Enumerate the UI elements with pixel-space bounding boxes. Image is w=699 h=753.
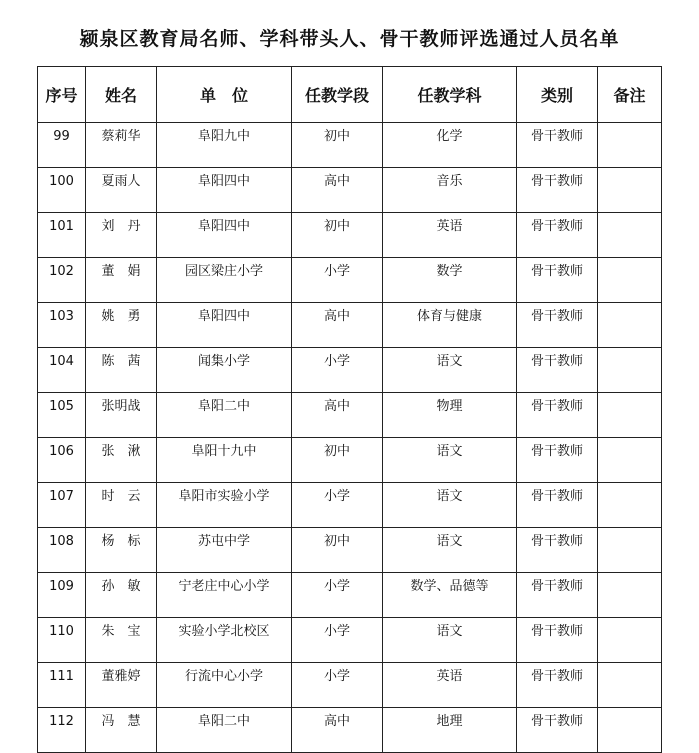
cell-remarks <box>598 213 662 258</box>
cell-name: 杨 标 <box>86 528 157 573</box>
cell-seq: 112 <box>38 708 86 753</box>
cell-seq: 111 <box>38 663 86 708</box>
cell-category: 骨干教师 <box>517 258 598 303</box>
cell-stage: 初中 <box>292 213 383 258</box>
table-row <box>38 708 662 753</box>
cell-seq: 104 <box>38 348 86 393</box>
cell-category: 骨干教师 <box>517 528 598 573</box>
cell-subject: 语文 <box>383 483 517 528</box>
cell-category: 骨干教师 <box>517 573 598 618</box>
cell-stage: 初中 <box>292 438 383 483</box>
header-name: 姓名 <box>86 67 157 123</box>
cell-seq: 102 <box>38 258 86 303</box>
table-header <box>38 67 662 123</box>
table-row <box>38 258 662 303</box>
cell-category: 骨干教师 <box>517 618 598 663</box>
cell-remarks <box>598 258 662 303</box>
cell-subject: 体育与健康 <box>383 303 517 348</box>
cell-unit: 苏屯中学 <box>157 528 292 573</box>
cell-remarks <box>598 348 662 393</box>
cell-stage: 小学 <box>292 483 383 528</box>
cell-stage: 小学 <box>292 258 383 303</box>
cell-name: 夏雨人 <box>86 168 157 213</box>
cell-subject: 数学、品德等 <box>383 573 517 618</box>
cell-subject: 英语 <box>383 213 517 258</box>
cell-name: 冯 慧 <box>86 708 157 753</box>
cell-subject: 语文 <box>383 528 517 573</box>
cell-name: 朱 宝 <box>86 618 157 663</box>
table-row <box>38 483 662 528</box>
cell-subject: 化学 <box>383 123 517 168</box>
cell-seq: 101 <box>38 213 86 258</box>
cell-stage: 高中 <box>292 708 383 753</box>
table-row <box>38 123 662 168</box>
cell-subject: 数学 <box>383 258 517 303</box>
cell-stage: 高中 <box>292 303 383 348</box>
cell-name: 刘 丹 <box>86 213 157 258</box>
header-seq: 序号 <box>38 67 86 123</box>
cell-unit: 行流中心小学 <box>157 663 292 708</box>
cell-unit: 阜阳二中 <box>157 708 292 753</box>
cell-remarks <box>598 483 662 528</box>
cell-subject: 物理 <box>383 393 517 438</box>
cell-name: 张 湫 <box>86 438 157 483</box>
cell-category: 骨干教师 <box>517 213 598 258</box>
cell-category: 骨干教师 <box>517 663 598 708</box>
cell-unit: 阜阳四中 <box>157 303 292 348</box>
cell-name: 蔡莉华 <box>86 123 157 168</box>
roster-table <box>37 66 662 753</box>
cell-seq: 107 <box>38 483 86 528</box>
table-row <box>38 438 662 483</box>
cell-unit: 阜阳二中 <box>157 393 292 438</box>
cell-unit: 阜阳四中 <box>157 213 292 258</box>
cell-name: 董 娟 <box>86 258 157 303</box>
cell-name: 董雅婷 <box>86 663 157 708</box>
cell-unit: 宁老庄中心小学 <box>157 573 292 618</box>
table-row <box>38 528 662 573</box>
cell-stage: 小学 <box>292 573 383 618</box>
cell-seq: 99 <box>38 123 86 168</box>
cell-unit: 阜阳九中 <box>157 123 292 168</box>
cell-stage: 初中 <box>292 123 383 168</box>
cell-subject: 语文 <box>383 348 517 393</box>
cell-seq: 105 <box>38 393 86 438</box>
cell-category: 骨干教师 <box>517 123 598 168</box>
cell-seq: 103 <box>38 303 86 348</box>
cell-remarks <box>598 393 662 438</box>
table-row <box>38 618 662 663</box>
table-row <box>38 573 662 618</box>
cell-name: 张明战 <box>86 393 157 438</box>
header-remarks: 备注 <box>598 67 662 123</box>
table-body <box>38 123 662 753</box>
table-row <box>38 168 662 213</box>
cell-name: 孙 敏 <box>86 573 157 618</box>
cell-unit: 实验小学北校区 <box>157 618 292 663</box>
cell-stage: 小学 <box>292 618 383 663</box>
cell-seq: 100 <box>38 168 86 213</box>
cell-seq: 110 <box>38 618 86 663</box>
table-row <box>38 393 662 438</box>
document-title: 颍泉区教育局名师、学科带头人、骨干教师评选通过人员名单 <box>79 28 620 50</box>
cell-seq: 106 <box>38 438 86 483</box>
header-category: 类别 <box>517 67 598 123</box>
cell-remarks <box>598 528 662 573</box>
cell-name: 陈 茜 <box>86 348 157 393</box>
cell-remarks <box>598 708 662 753</box>
cell-seq: 108 <box>38 528 86 573</box>
cell-stage: 初中 <box>292 528 383 573</box>
cell-remarks <box>598 573 662 618</box>
cell-category: 骨干教师 <box>517 438 598 483</box>
table-row <box>38 303 662 348</box>
cell-stage: 高中 <box>292 168 383 213</box>
cell-remarks <box>598 618 662 663</box>
cell-remarks <box>598 168 662 213</box>
header-row <box>38 67 662 123</box>
header-subject: 任教学科 <box>383 67 517 123</box>
cell-category: 骨干教师 <box>517 393 598 438</box>
cell-stage: 高中 <box>292 393 383 438</box>
cell-subject: 语文 <box>383 618 517 663</box>
cell-category: 骨干教师 <box>517 303 598 348</box>
cell-category: 骨干教师 <box>517 483 598 528</box>
header-stage: 任教学段 <box>292 67 383 123</box>
cell-category: 骨干教师 <box>517 348 598 393</box>
cell-name: 时 云 <box>86 483 157 528</box>
cell-subject: 语文 <box>383 438 517 483</box>
cell-subject: 英语 <box>383 663 517 708</box>
cell-subject: 音乐 <box>383 168 517 213</box>
cell-remarks <box>598 303 662 348</box>
cell-seq: 109 <box>38 573 86 618</box>
cell-unit: 阜阳市实验小学 <box>157 483 292 528</box>
cell-stage: 小学 <box>292 663 383 708</box>
cell-name: 姚 勇 <box>86 303 157 348</box>
cell-subject: 地理 <box>383 708 517 753</box>
cell-remarks <box>598 123 662 168</box>
cell-remarks <box>598 438 662 483</box>
cell-category: 骨干教师 <box>517 168 598 213</box>
cell-unit: 阜阳四中 <box>157 168 292 213</box>
cell-stage: 小学 <box>292 348 383 393</box>
table-row <box>38 663 662 708</box>
cell-category: 骨干教师 <box>517 708 598 753</box>
table-row <box>38 213 662 258</box>
cell-unit: 闻集小学 <box>157 348 292 393</box>
header-unit: 单 位 <box>157 67 292 123</box>
table-row <box>38 348 662 393</box>
cell-unit: 阜阳十九中 <box>157 438 292 483</box>
cell-unit: 园区梁庄小学 <box>157 258 292 303</box>
cell-remarks <box>598 663 662 708</box>
